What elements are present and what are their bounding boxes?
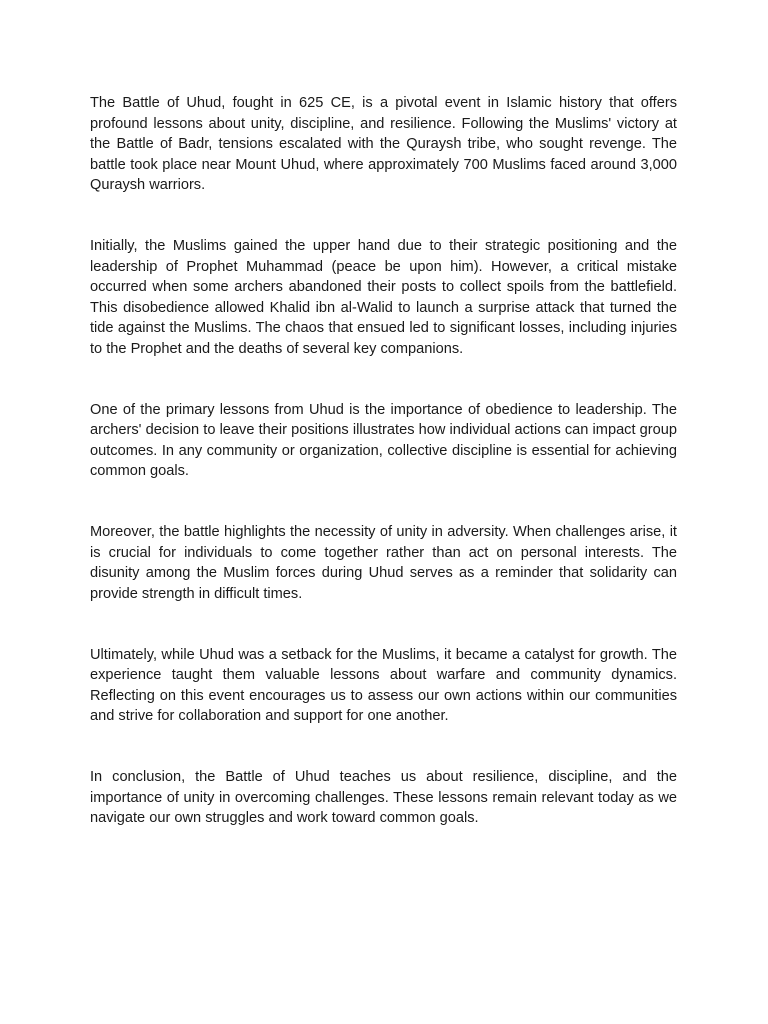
paragraph-unity-lesson: Moreover, the battle highlights the necessity of unity in adversity. When challenges arise, it is crucial for individuals to come together rather than act on personal interests. The disunity among the Muslim forces during Uhud serves as a reminder that solidarity can provide strength in difficult times. bbox=[90, 524, 677, 602]
document-body bbox=[90, 93, 677, 869]
paragraph-conclusion: In conclusion, the Battle of Uhud teaches us about resilience, discipline, and the importance of unity in overcoming challenges. These lessons remain relevant today as we navigate our own struggles and work toward common goals. bbox=[90, 769, 677, 826]
paragraph-battle-overview: The Battle of Uhud, fought in 625 CE, is a pivotal event in Islamic history that offers profound lessons about unity, discipline, and resilience. Following the Muslims' victory at the Battle of Badr, tensions escalated with the Quraysh tribe, who sought revenge. The battle took place near Mount Uhud, where approximately 700 Muslims faced around 3,000 Quraysh warriors. bbox=[90, 95, 677, 193]
paragraph-battle-events: Initially, the Muslims gained the upper hand due to their strategic positioning and the leadership of Prophet Muhammad (peace be upon him). However, a critical mistake occurred when some archers abandoned their posts to collect spoils from the battlefield. This disobedience allowed Khalid ibn al-Walid to launch a surprise attack that turned the tide against the Muslims. The chaos that ensued led to significant losses, including injuries to the Prophet and the deaths of several key companions. bbox=[90, 238, 677, 357]
paragraph-growth-reflection: Ultimately, while Uhud was a setback for the Muslims, it became a catalyst for growth. The experience taught them valuable lessons about warfare and community dynamics. Reflecting on this event encourages us to assess our own actions within our communities and strive for collaboration and support for one another. bbox=[90, 646, 677, 724]
paragraph-obedience-lesson: One of the primary lessons from Uhud is the importance of obedience to leadership. The archers' decision to leave their positions illustrates how individual actions can impact group outcomes. In any community or organization, collective discipline is essential for achieving common goals. bbox=[90, 401, 677, 479]
